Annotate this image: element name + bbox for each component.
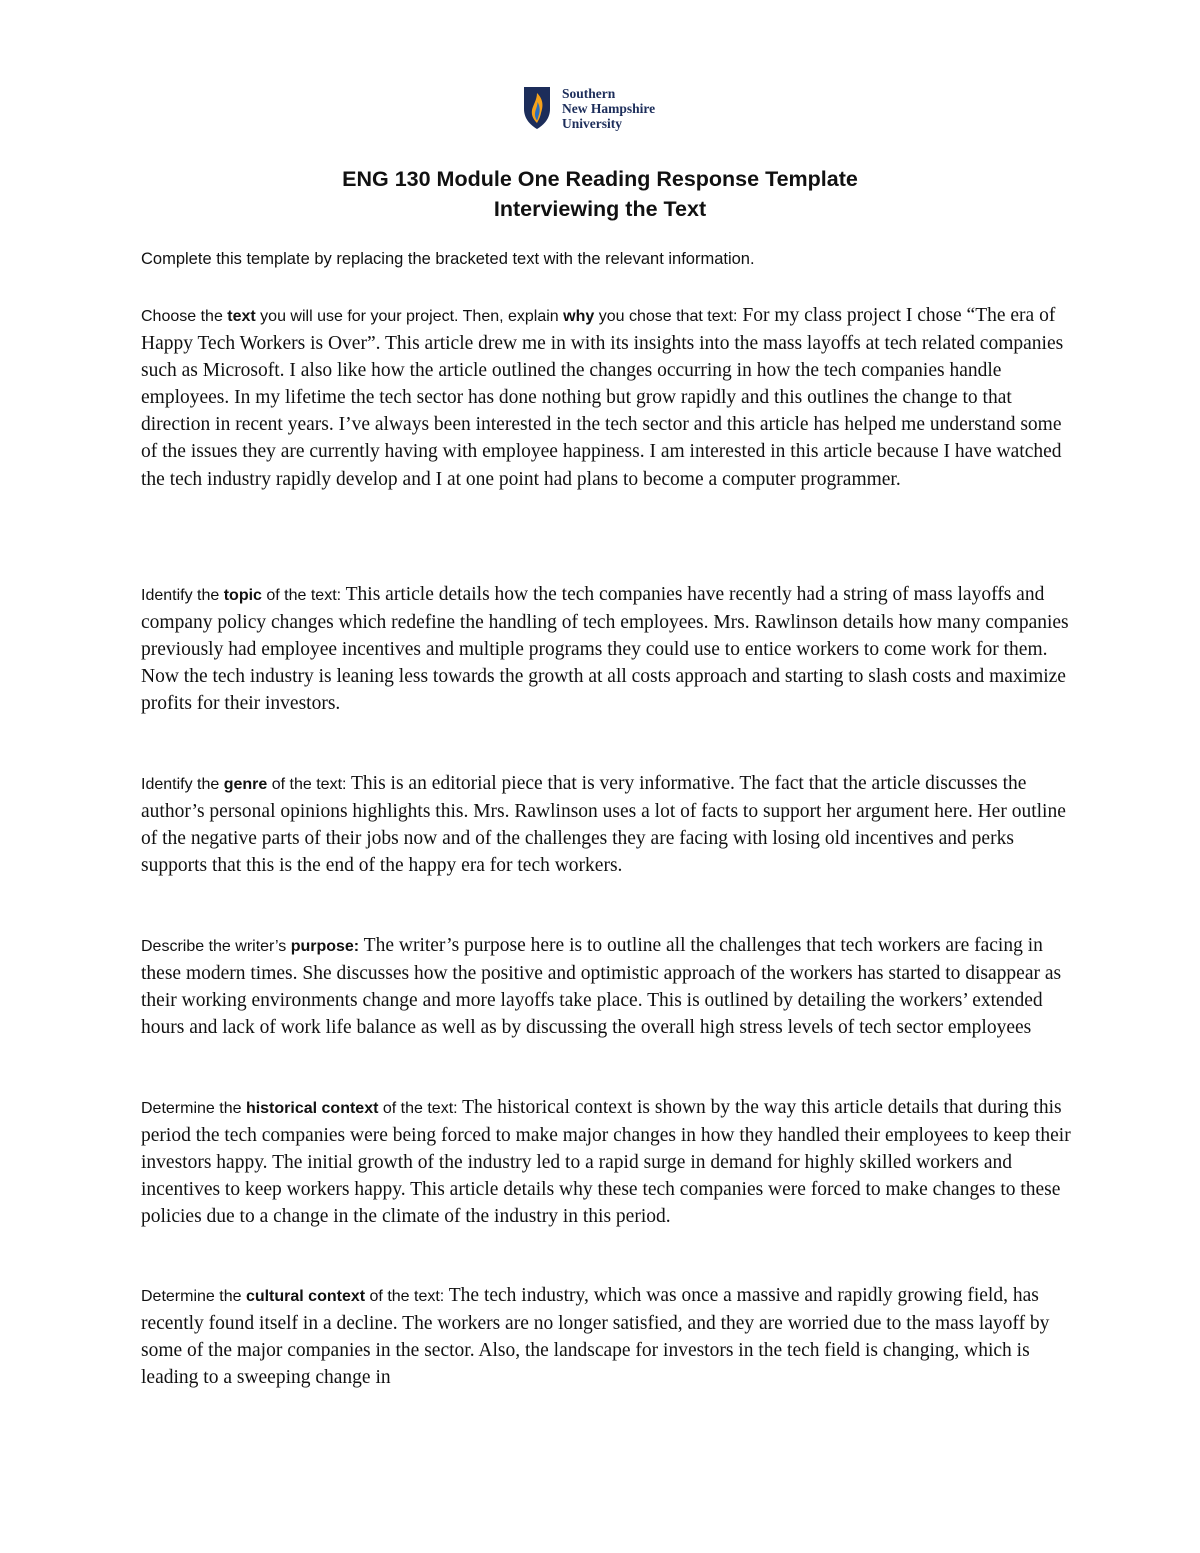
section-body: For my class project I chose “The era of Happy Tech Workers is Over”. This article drew me in with its insights into the mass layoffs at tech related companies such as Microsoft. I also like how the article outlined the changes occurring in how the tech companies handle employees. In my lifetime the tech sector has done nothing but grow rapidly and this outlines the change to that direction in recent years. I’ve always been interested in the tech sector and this article has helped me understand some of the issues they are currently having with employee happiness. I am interested in this article because I have watched the tech industry rapidly develop and I at one point had plans to become a computer programmer. — [141, 305, 1064, 490]
document-title: ENG 130 Module One Reading Response Template — [342, 167, 858, 191]
section-paragraph — [141, 581, 1071, 717]
document-title-block — [0, 164, 1200, 224]
document-subtitle: Interviewing the Text — [493, 197, 707, 221]
section-paragraph — [141, 1282, 1071, 1391]
section-topic — [141, 581, 1071, 717]
logo-wordmark — [562, 86, 655, 131]
section-cultural-context — [141, 1282, 1071, 1391]
section-paragraph — [141, 770, 1071, 879]
university-logo — [522, 84, 655, 132]
section-label: Describe the writer’s purpose: — [141, 938, 360, 955]
section-paragraph — [141, 302, 1071, 493]
section-historical-context — [141, 1094, 1071, 1230]
section-label: Identify the genre of the text: — [141, 776, 347, 793]
section-label: Identify the topic of the text: — [141, 587, 342, 604]
section-text-choice — [141, 302, 1071, 493]
section-purpose — [141, 932, 1071, 1041]
section-label: Determine the cultural context of the text: — [141, 1288, 445, 1305]
section-paragraph — [141, 932, 1071, 1041]
section-body: This is an editorial piece that is very informative. The fact that the article discusses the author’s personal opinions highlights this. Mrs. Rawlinson uses a lot of facts to support her argument here. Her outline of the negative parts of their jobs now and of the challenges they are facing with losing old incentives and perks supports that this is the end of the happy era for tech workers. — [141, 773, 1066, 877]
shield-flame-icon — [522, 85, 552, 131]
section-label: Choose the text you will use for your project. Then, explain why you chose that text: — [141, 308, 738, 325]
logo-line-2: New Hampshire — [562, 100, 656, 116]
section-genre — [141, 770, 1071, 879]
logo-line-3: University — [562, 115, 622, 131]
section-paragraph — [141, 1094, 1071, 1230]
section-body: The tech industry, which was once a massive and rapidly growing field, has recently found itself in a decline. The workers are no longer satisfied, and they are worried due to the mass layoff by some of the major companies in the sector. Also, the landscape for investors in the tech field is changing, which is leading to a sweeping change in — [141, 1285, 1050, 1389]
logo-line-1: Southern — [562, 85, 616, 101]
section-body: The writer’s purpose here is to outline all the challenges that tech workers are facing in these modern times. She discusses how the positive and optimistic approach of the workers has started to disappear as their working environments change and more layoffs take place. This is outlined by detailing the workers’ extended hours and lack of work life balance as well as by discussing the overall high stress levels of tech sector employees — [141, 935, 1062, 1039]
section-body: This article details how the tech companies have recently had a string of mass layoffs and company policy changes which redefine the handling of tech employees. Mrs. Rawlinson details how many companies previously had employee incentives and multiple programs they could use to entice workers to come work for them. Now the tech industry is leaning less towards the growth at all costs approach and starting to slash costs and maximize profits for their investors. — [141, 584, 1069, 715]
section-body: The historical context is shown by the way this article details that during this period the tech companies were being forced to make major changes in how they handled their employees to keep their investors happy. The initial growth of the industry led to a rapid surge in demand for highly skilled workers and incentives to keep workers happy. This article details why these tech companies were forced to make changes to these policies due to a change in the climate of the industry in this period. — [141, 1097, 1071, 1228]
instructions-text: Complete this template by replacing the bracketed text with the relevant information. — [141, 250, 755, 268]
section-label: Determine the historical context of the text: — [141, 1100, 458, 1117]
